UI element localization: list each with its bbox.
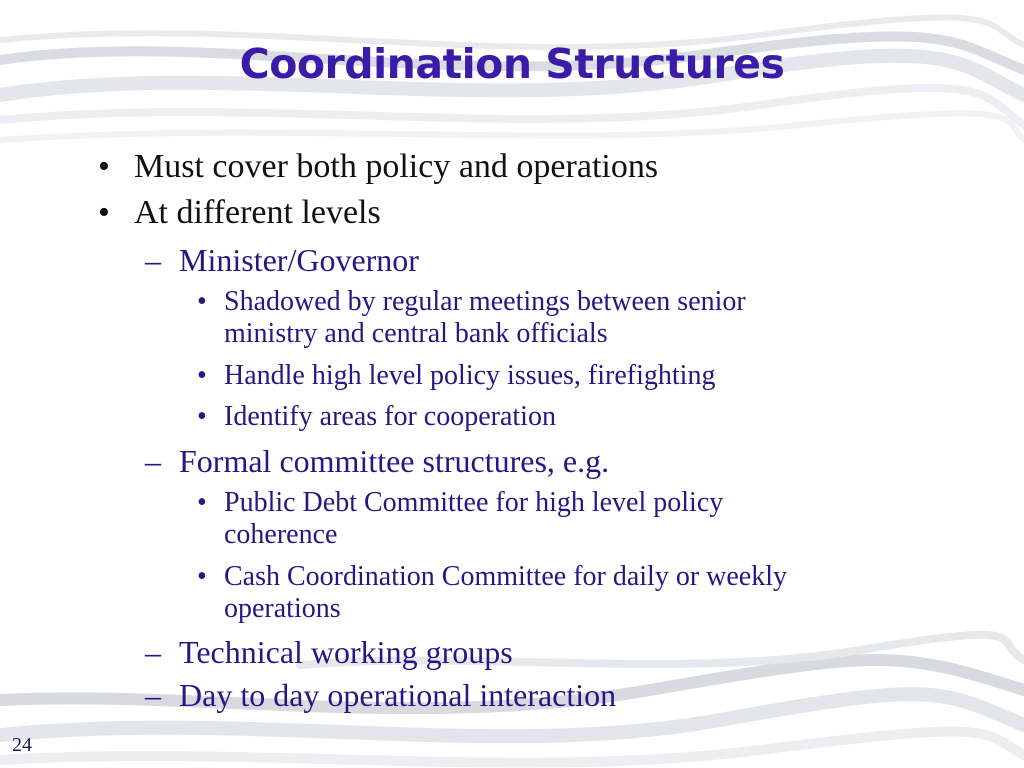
sub-sub-item-continuation <box>224 519 337 551</box>
sub-sub-item <box>197 286 746 318</box>
slide-title: Coordination Structures <box>239 40 785 88</box>
sub-item <box>145 443 610 480</box>
dash-marker: – <box>145 443 161 479</box>
sub-sub-item-text: ministry and central bank officials <box>224 318 608 349</box>
sub-sub-item-text: Cash Coordination Committee for daily or weekly <box>224 561 788 592</box>
sub-item-text: Technical working groups <box>179 634 513 670</box>
sub-sub-item <box>197 401 556 433</box>
sub-sub-item <box>197 561 788 593</box>
sub-sub-item-text: operations <box>224 593 341 624</box>
bullet-item <box>98 194 381 232</box>
sub-sub-item-text: Identify areas for cooperation <box>224 401 556 432</box>
bullet-marker: • <box>197 360 207 391</box>
sub-sub-item <box>197 360 716 392</box>
bullet-marker: • <box>197 561 207 592</box>
sub-item <box>145 677 617 714</box>
sub-sub-item-continuation <box>224 593 341 625</box>
bullet-item <box>98 148 659 186</box>
sub-sub-item-continuation <box>224 318 608 350</box>
sub-sub-item-text: Shadowed by regular meetings between senior <box>224 286 746 317</box>
sub-item-text: Formal committee structures, e.g. <box>179 443 610 479</box>
bullet-marker: • <box>197 487 207 518</box>
dash-marker: – <box>145 242 161 278</box>
dash-marker: – <box>145 677 161 713</box>
bullet-marker: • <box>197 401 207 432</box>
sub-item-text: Minister/Governor <box>179 242 419 278</box>
bullet-text: Must cover both policy and operations <box>134 148 659 185</box>
page-number: 24 <box>12 734 32 756</box>
bullet-marker: • <box>98 148 110 185</box>
sub-item <box>145 634 513 671</box>
sub-sub-item-text: Public Debt Committee for high level policy <box>224 487 724 518</box>
dash-marker: – <box>145 634 161 670</box>
bullet-marker: • <box>98 194 110 231</box>
sub-sub-item-text: coherence <box>224 519 338 550</box>
bullet-marker: • <box>197 286 207 317</box>
sub-item <box>145 242 419 279</box>
bullet-text: At different levels <box>134 194 381 231</box>
sub-sub-item-text: Handle high level policy issues, firefighting <box>224 360 716 391</box>
sub-sub-item <box>197 487 724 519</box>
sub-item-text: Day to day operational interaction <box>179 677 617 713</box>
